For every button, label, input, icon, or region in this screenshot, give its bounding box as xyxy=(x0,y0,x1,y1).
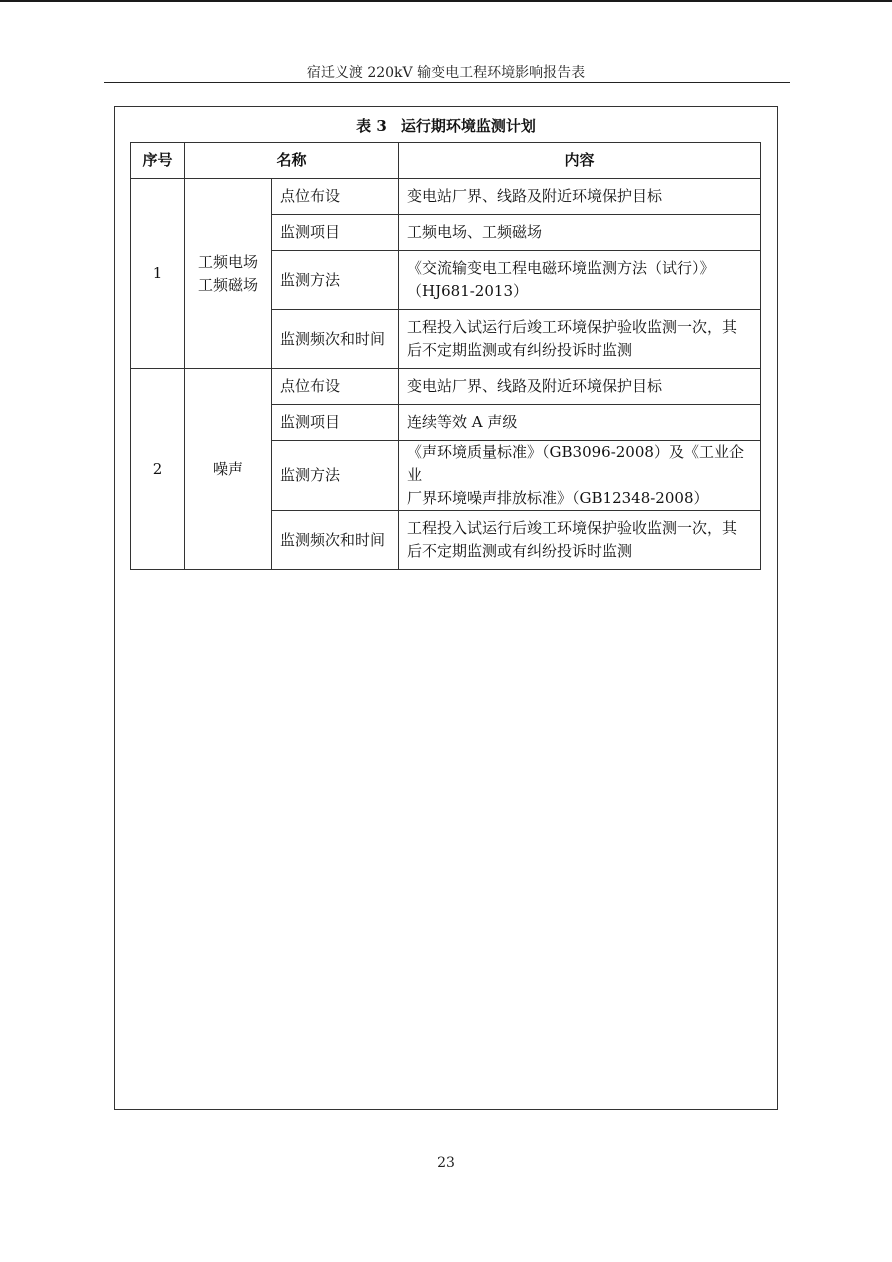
row-content-line: 《交流输变电工程电磁环境监测方法（试行）》 xyxy=(407,259,715,277)
group-name-line: 工频电场 xyxy=(197,252,258,271)
row-content: 变电站厂界、线路及附近环境保护目标 xyxy=(399,369,761,405)
row-item: 点位布设 xyxy=(272,369,399,405)
row-item: 监测方法 xyxy=(272,251,399,310)
row-item: 监测方法 xyxy=(272,441,399,511)
page-number: 23 xyxy=(437,1155,455,1171)
row-content: 工频电场、工频磁场 xyxy=(399,215,761,251)
row-content-line: 厂界环境噪声排放标准》（GB12348-2008） xyxy=(407,489,709,507)
row-content: 变电站厂界、线路及附近环境保护目标 xyxy=(399,179,761,215)
row-item: 监测频次和时间 xyxy=(272,511,399,570)
header-divider xyxy=(104,82,790,83)
group-name-line: 工频磁场 xyxy=(197,275,258,294)
group-seq: 1 xyxy=(131,179,185,369)
group-seq: 2 xyxy=(131,369,185,570)
row-content xyxy=(399,251,761,310)
row-content-line: 《声环境质量标准》（GB3096-2008）及《工业企业 xyxy=(407,443,744,484)
group-name xyxy=(185,179,272,369)
column-header-name: 名称 xyxy=(185,143,399,179)
monitoring-plan-table xyxy=(130,142,761,570)
row-content xyxy=(399,511,761,570)
document-header: 宿迁义渡 220kV 输变电工程环境影响报告表 xyxy=(306,65,586,81)
row-content: 连续等效 A 声级 xyxy=(399,405,761,441)
row-content-line: 工程投入试运行后竣工环境保护验收监测一次，其 xyxy=(407,519,738,537)
column-header-seq: 序号 xyxy=(131,143,185,179)
row-content-line: 后不定期监测或有纠纷投诉时监测 xyxy=(407,542,633,560)
row-content xyxy=(399,441,761,511)
table-title: 运行期环境监测计划 xyxy=(400,117,536,135)
table-caption xyxy=(0,115,892,136)
group-name xyxy=(185,369,272,570)
table-row xyxy=(131,369,761,405)
row-content xyxy=(399,310,761,369)
column-header-content: 内容 xyxy=(399,143,761,179)
row-item: 监测项目 xyxy=(272,405,399,441)
group-name-line: 噪声 xyxy=(212,459,243,478)
page-top-border xyxy=(0,0,892,2)
row-item: 点位布设 xyxy=(272,179,399,215)
table-number: 表 3 xyxy=(356,117,387,135)
row-item: 监测项目 xyxy=(272,215,399,251)
row-item: 监测频次和时间 xyxy=(272,310,399,369)
row-content-line: 工程投入试运行后竣工环境保护验收监测一次，其 xyxy=(407,318,738,336)
table-header-row xyxy=(131,143,761,179)
row-content-line: 后不定期监测或有纠纷投诉时监测 xyxy=(407,341,633,359)
table-row xyxy=(131,179,761,215)
row-content-line: （HJ681-2013） xyxy=(407,282,528,300)
